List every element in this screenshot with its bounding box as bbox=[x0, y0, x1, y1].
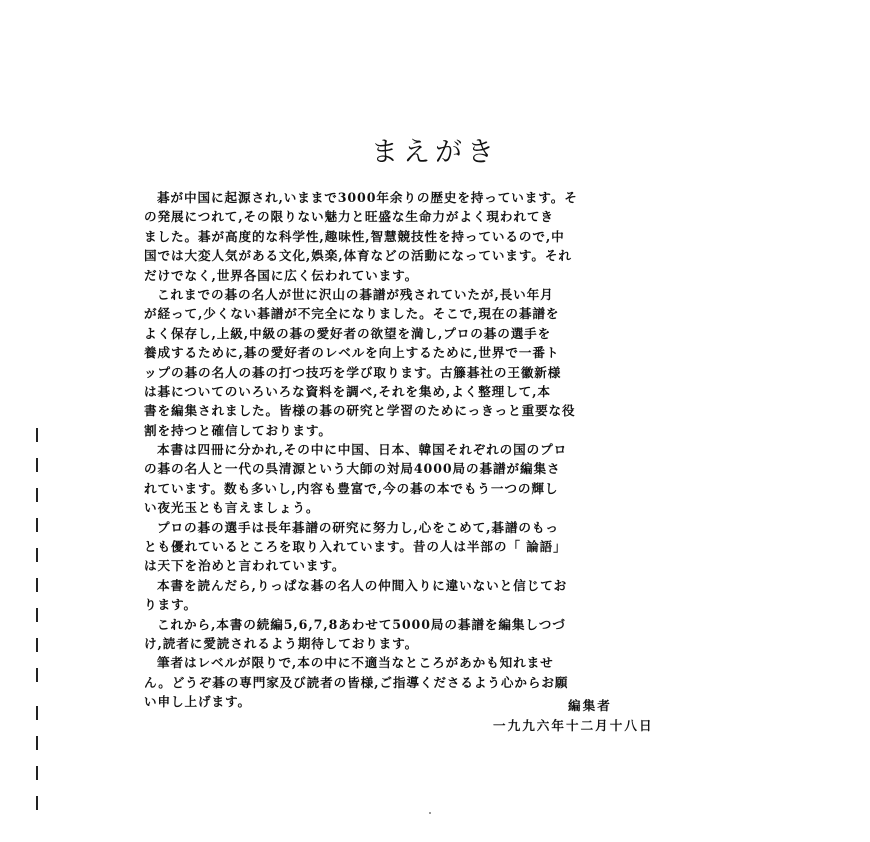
scan-mark bbox=[36, 638, 38, 652]
text-line: よく保存し,上級,中級の碁の愛好者の欲望を満し,プロの碁の選手を bbox=[144, 325, 552, 341]
text-line: の発展につれて,その限りない魅力と旺盛な生命力がよく現われてき bbox=[144, 209, 554, 225]
scan-mark bbox=[36, 796, 38, 810]
text-line: とも優れているところを取り入れています。昔の人は半部の「 論語」 bbox=[144, 539, 567, 555]
page-title: まえがき bbox=[371, 137, 499, 168]
text-line: 碁が中国に起源され,いままで3000年余りの歴史を持っています。そ bbox=[157, 190, 578, 205]
scan-mark bbox=[36, 668, 38, 682]
text-line: だけでなく,世界各国に広く伝われています。 bbox=[144, 267, 419, 283]
scan-mark bbox=[36, 766, 38, 780]
text-line: け,読者に愛読されるよう期待しております。 bbox=[144, 635, 419, 651]
text-line: の碁の名人と一代の呉清源という大師の対局4000局の碁譜が編集さ bbox=[144, 461, 561, 477]
author-signature: 編集者 bbox=[568, 698, 612, 713]
text-line: い申し上げます。 bbox=[144, 694, 251, 710]
body-text bbox=[144, 188, 736, 712]
text-line: 割を持つと確信しております。 bbox=[144, 422, 332, 438]
scan-mark bbox=[36, 548, 38, 562]
scan-mark bbox=[36, 706, 38, 720]
text-line: は天下を治めと言われています。 bbox=[144, 558, 346, 574]
text-line: い夜光玉とも言えましょう。 bbox=[144, 500, 320, 516]
text-line: ップの碁の名人の碁の打つ技巧を学び取ります。古籐碁社の王徽新様 bbox=[144, 364, 562, 380]
text-line: 書を編集されました。皆様の碁の研究と学習のためにっきっと重要な役 bbox=[144, 403, 576, 419]
scan-mark bbox=[36, 428, 38, 442]
text-line: これから,本書の続編5,6,7,8あわせて5000局の碁譜を編集しつづ bbox=[157, 616, 566, 632]
text-line: ました。碁が高度的な科学性,趣味性,智慧競技性を持っているので,中 bbox=[144, 228, 565, 244]
text-line: ん。どうぞ碁の専門家及び読者の皆様,ご指導くださるよう心からお願 bbox=[144, 674, 569, 690]
scan-mark bbox=[36, 608, 38, 622]
scan-mark bbox=[36, 578, 38, 592]
text-line: プロの碁の選手は長年碁譜の研究に努力し,心をこめて,碁譜のもっ bbox=[157, 519, 559, 535]
text-line: は碁についてのいろいろな資料を調べ,それを集め,よく整理して,本 bbox=[144, 383, 551, 399]
text-line: 本書は四冊に分かれ,その中に中国、日本、韓国それぞれの国のプロ bbox=[157, 442, 568, 458]
scan-mark bbox=[36, 488, 38, 502]
text-line: 筆者はレベルが限りで,本の中に不適当なところがあかも知れませ bbox=[157, 655, 554, 671]
text-line: れています。数も多いし,内容も豊富で,今の碁の本でもう一つの輝し bbox=[144, 480, 559, 496]
text-line: ります。 bbox=[144, 597, 197, 613]
text-line: これまでの碁の名人が世に沢山の碁譜が残されていたが,長い年月 bbox=[157, 286, 554, 302]
scan-mark bbox=[36, 736, 38, 750]
text-line: 国では大変人気がある文化,娯楽,体育などの活動になっています。それ bbox=[144, 248, 572, 264]
scan-mark bbox=[36, 458, 38, 472]
scan-mark bbox=[36, 518, 38, 532]
text-line: が経って,少くない碁譜が不完全になりました。そこで,現在の碁譜を bbox=[144, 306, 560, 322]
text-line: 養成するために,碁の愛好者のレベルを向上するために,世界で一番ト bbox=[144, 345, 560, 361]
scan-speck bbox=[429, 812, 431, 814]
date-line: 一九九六年十二月十八日 bbox=[493, 718, 654, 733]
text-line: 本書を読んだら,りっぱな碁の名人の仲間入りに違いないと信じてお bbox=[157, 577, 568, 593]
